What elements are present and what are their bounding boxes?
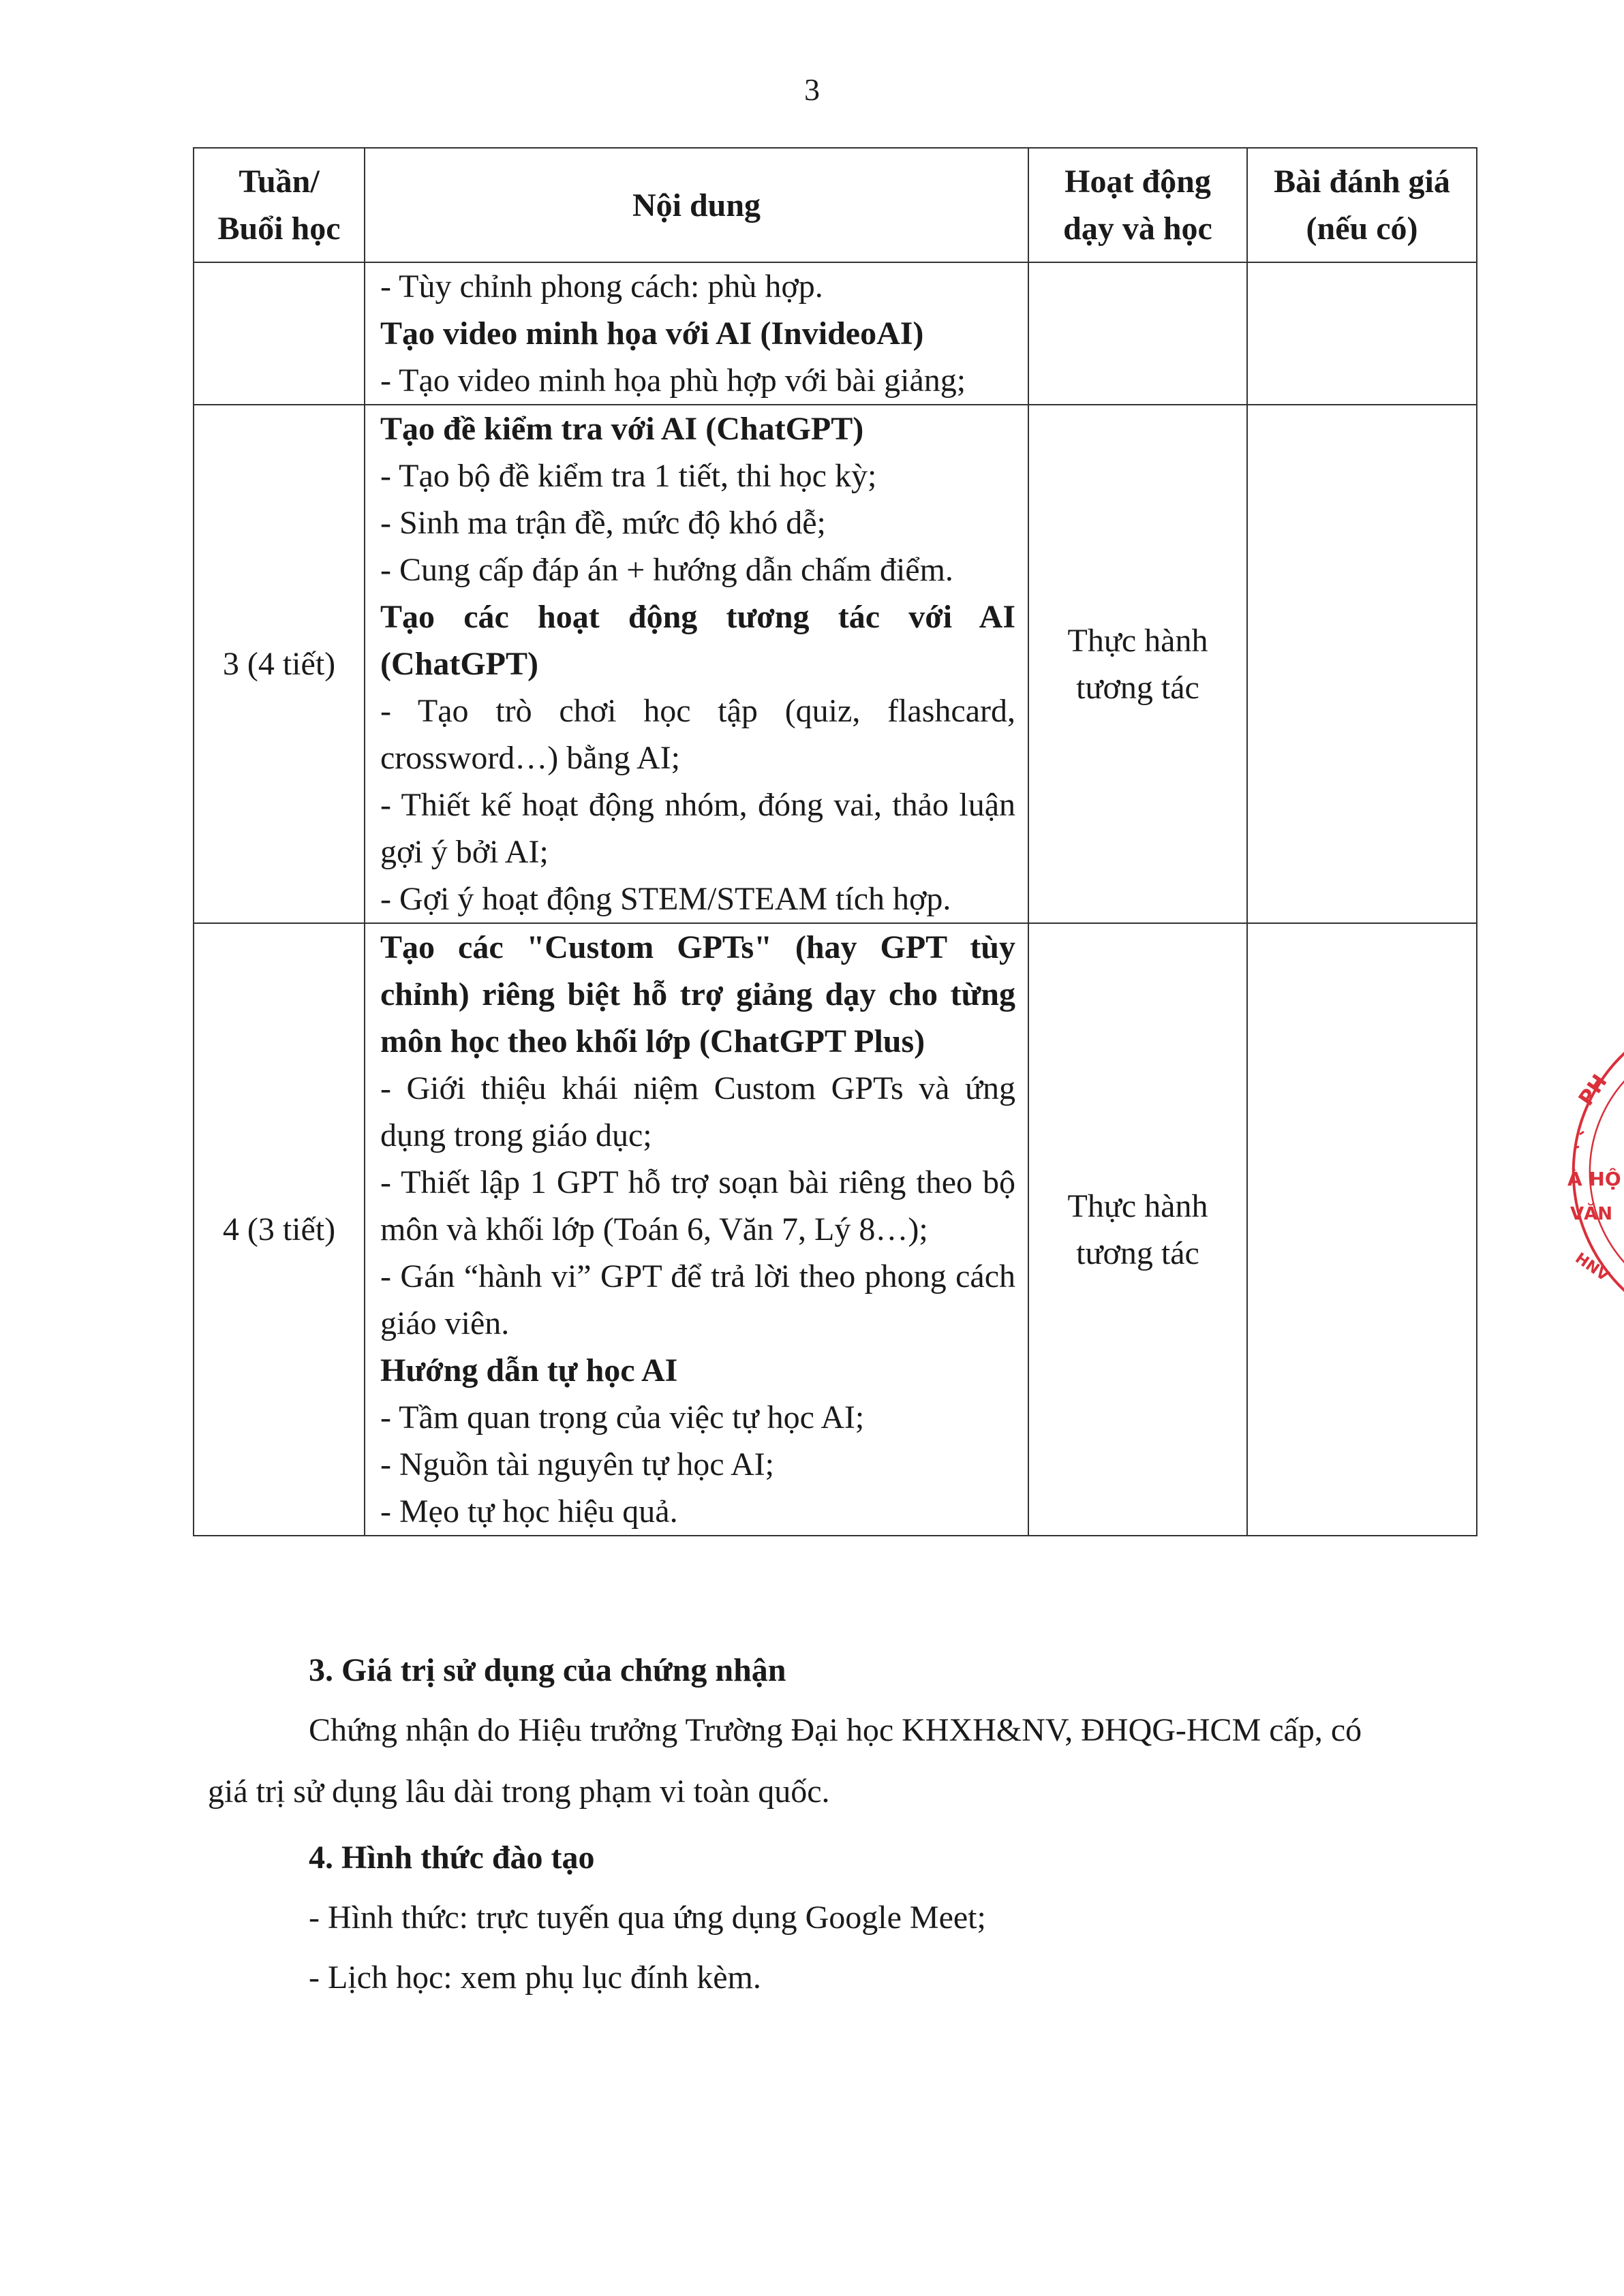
content-subheading: Hướng dẫn tự học AI bbox=[380, 1352, 678, 1389]
section4-item-schedule: - Lịch học: xem phụ lục đính kèm. bbox=[309, 1959, 761, 1996]
header-content: Nội dung bbox=[365, 148, 1028, 262]
content-cell bbox=[365, 923, 1028, 1536]
activity-cell bbox=[1028, 262, 1247, 405]
table-row bbox=[194, 262, 1477, 405]
section4-item-format: - Hình thức: trực tuyến qua ứng dụng Google Meet; bbox=[309, 1899, 986, 1936]
assessment-cell bbox=[1247, 405, 1477, 923]
section3-text-line2: giá trị sử dụng lâu dài trong phạm vi toàn quốc. bbox=[208, 1773, 830, 1810]
content-line: - Giới thiệu khái niệm Custom GPTs và ứng dụng trong giáo dục; bbox=[380, 1070, 1015, 1153]
content-cell bbox=[365, 262, 1028, 405]
content-subheading: Tạo các "Custom GPTs" (hay GPT tùy chỉnh) riêng biệt hỗ trợ giảng dạy cho từng môn học theo khối lớp (ChatGPT Plus) bbox=[380, 929, 1015, 1059]
activity-cell: Thực hành tương tác bbox=[1028, 923, 1247, 1536]
content-cell bbox=[365, 405, 1028, 923]
content-line: - Tạo bộ đề kiểm tra 1 tiết, thi học kỳ; bbox=[380, 458, 877, 494]
section3-text-line1: Chứng nhận do Hiệu trưởng Trường Đại học KHXH&NV, ĐHQG-HCM cấp, có bbox=[309, 1712, 1362, 1748]
stamp-text-fragment: À HỘ bbox=[1567, 1168, 1621, 1190]
session-cell: 4 (3 tiết) bbox=[194, 923, 365, 1536]
content-line: - Gán “hành vi” GPT để trả lời theo phong cách giáo viên. bbox=[380, 1258, 1015, 1341]
stamp-text-fragment: PH bbox=[1574, 1070, 1612, 1111]
content-line: - Nguồn tài nguyên tự học AI; bbox=[380, 1446, 774, 1483]
content-line: - Tạo video minh họa phù hợp với bài giảng; bbox=[380, 362, 966, 399]
content-subheading: Tạo video minh họa với AI (InvideoAI) bbox=[380, 315, 924, 352]
assessment-cell bbox=[1247, 923, 1477, 1536]
content-line: - Thiết kế hoạt động nhóm, đóng vai, thảo luận gợi ý bởi AI; bbox=[380, 787, 1015, 870]
section4-heading: 4. Hình thức đào tạo bbox=[309, 1840, 595, 1876]
official-stamp bbox=[1527, 1022, 1624, 1322]
header-activity: Hoạt động dạy và học bbox=[1028, 148, 1247, 262]
stamp-text-fragment: VĂN bbox=[1570, 1204, 1613, 1224]
content-line: - Cung cấp đáp án + hướng dẫn chấm điểm. bbox=[380, 552, 953, 588]
activity-cell: Thực hành tương tác bbox=[1028, 405, 1247, 923]
section3-heading: 3. Giá trị sử dụng của chứng nhận bbox=[309, 1652, 786, 1688]
content-line: - Mẹo tự học hiệu quả. bbox=[380, 1493, 678, 1530]
table-row bbox=[194, 405, 1477, 923]
content-line: - Thiết lập 1 GPT hỗ trợ soạn bài riêng theo bộ môn và khối lớp (Toán 6, Văn 7, Lý 8…); bbox=[380, 1164, 1015, 1247]
assessment-cell bbox=[1247, 262, 1477, 405]
table-header-row bbox=[194, 148, 1477, 262]
content-subheading: Tạo đề kiểm tra với AI (ChatGPT) bbox=[380, 411, 864, 447]
curriculum-table bbox=[193, 147, 1477, 1536]
session-cell bbox=[194, 262, 365, 405]
header-session: Tuần/ Buổi học bbox=[194, 148, 365, 262]
content-line: - Tầm quan trọng của việc tự học AI; bbox=[380, 1399, 865, 1436]
content-line: - Tùy chỉnh phong cách: phù hợp. bbox=[380, 268, 823, 305]
stamp-text-fragment: HNV bbox=[1572, 1250, 1612, 1285]
page-number: 3 bbox=[804, 72, 820, 107]
session-cell: 3 (4 tiết) bbox=[194, 405, 365, 923]
content-line: - Sinh ma trận đề, mức độ khó dễ; bbox=[380, 505, 826, 541]
content-subheading: Tạo các hoạt động tương tác với AI (ChatGPT) bbox=[380, 599, 1015, 682]
content-line: - Tạo trò chơi học tập (quiz, flashcard, crossword…) bằng AI; bbox=[380, 693, 1015, 776]
header-assessment: Bài đánh giá (nếu có) bbox=[1247, 148, 1477, 262]
table-row bbox=[194, 923, 1477, 1536]
content-line: - Gợi ý hoạt động STEM/STEAM tích hợp. bbox=[380, 881, 951, 917]
